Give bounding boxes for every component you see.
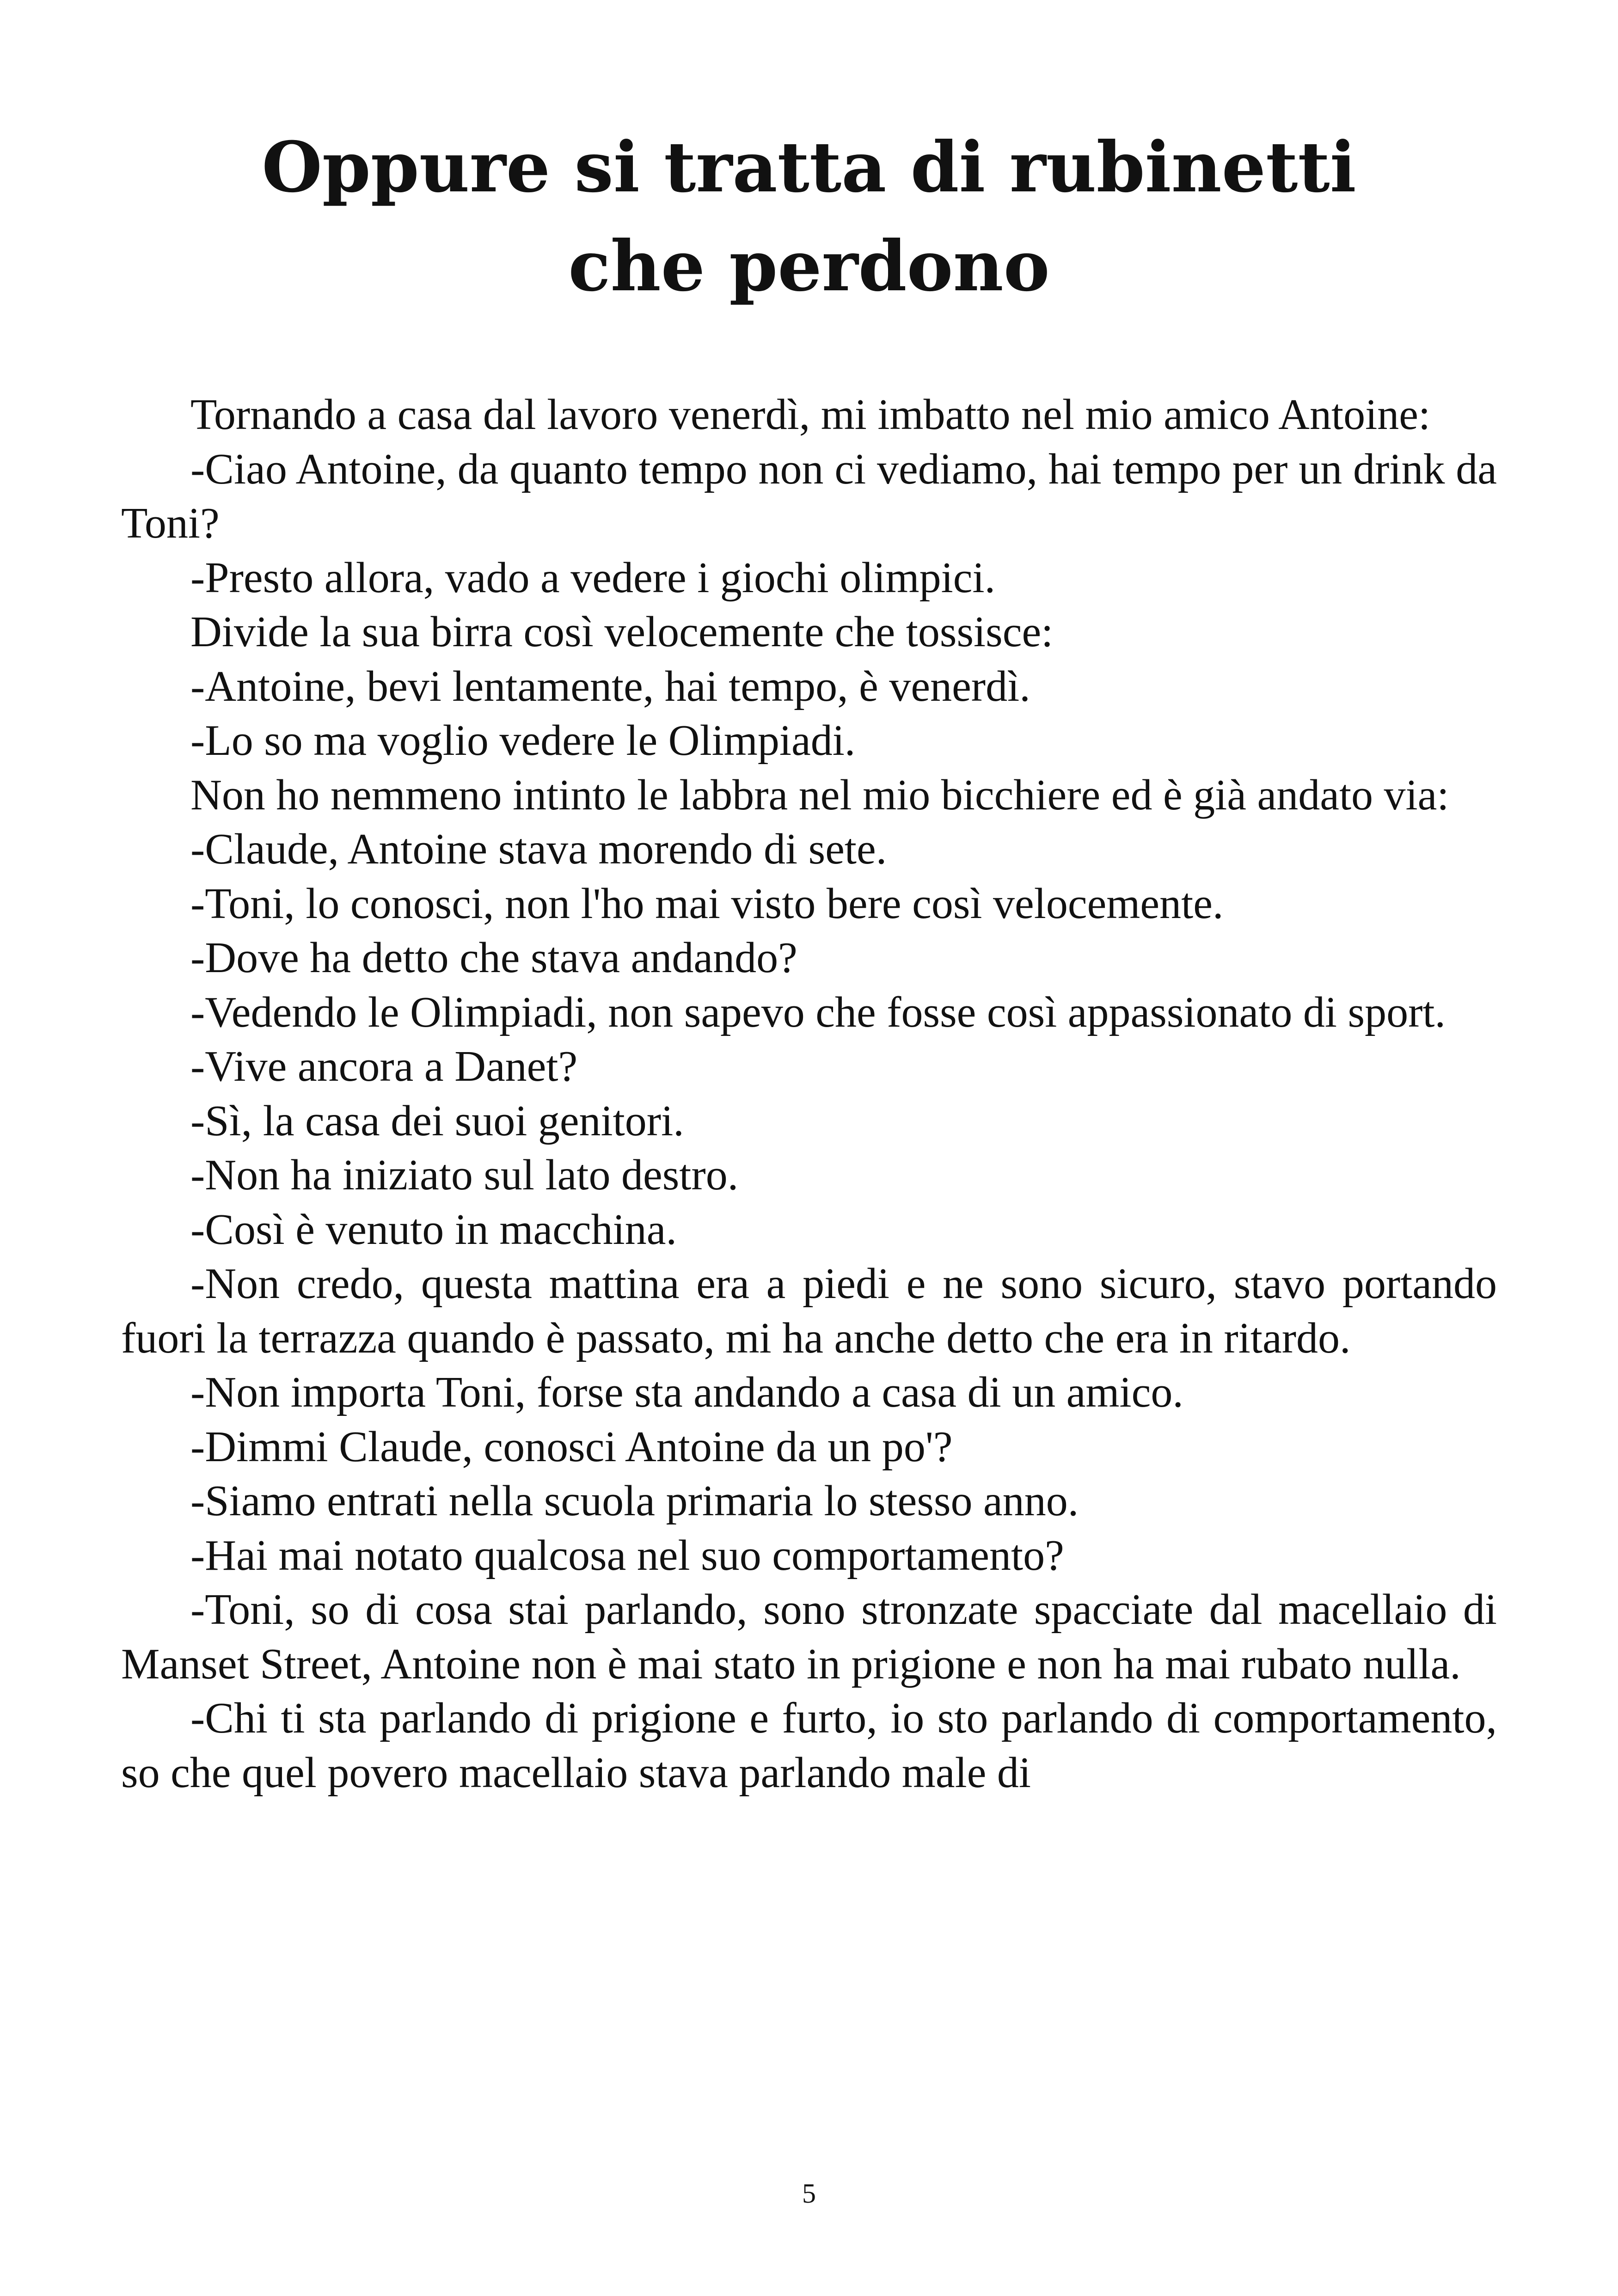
paragraph: Divide la sua birra così velocemente che tossisce: bbox=[190, 608, 1054, 656]
paragraph: Non ho nemmeno intinto le labbra nel mio bicchiere ed è già andato via: bbox=[190, 771, 1449, 819]
paragraph: -Siamo entrati nella scuola primaria lo stesso anno. bbox=[190, 1477, 1079, 1525]
paragraph: -Sì, la casa dei suoi genitori. bbox=[190, 1096, 684, 1145]
paragraph: -Claude, Antoine stava morendo di sete. bbox=[190, 825, 887, 873]
paragraph: -Dove ha detto che stava andando? bbox=[190, 934, 797, 982]
paragraph: -Vedendo le Olimpiadi, non sapevo che fosse così appassionato di sport. bbox=[190, 988, 1446, 1036]
paragraph: -Dimmi Claude, conosci Antoine da un po'? bbox=[190, 1422, 953, 1471]
paragraph: -Ciao Antoine, da quanto tempo non ci vediamo, hai tempo per un drink da Toni? bbox=[121, 445, 1497, 547]
chapter-title: Oppure si tratta di rubinetti che perdono bbox=[262, 127, 1356, 307]
paragraph: -Vive ancora a Danet? bbox=[190, 1042, 578, 1090]
paragraph: -Toni, lo conosci, non l'ho mai visto bere così velocemente. bbox=[190, 879, 1224, 928]
paragraph: -Lo so ma voglio vedere le Olimpiadi. bbox=[190, 716, 856, 765]
paragraph: -Presto allora, vado a vedere i giochi olimpici. bbox=[190, 553, 996, 602]
paragraph: -Antoine, bevi lentamente, hai tempo, è venerdì. bbox=[190, 662, 1030, 710]
page-number: 5 bbox=[802, 2178, 816, 2209]
paragraph: -Non credo, questa mattina era a piedi e ne sono sicuro, stavo portando fuori la terrazza quando è passato, mi ha anche detto che era in ritardo. bbox=[121, 1260, 1497, 1362]
paragraph: -Non importa Toni, forse sta andando a casa di un amico. bbox=[190, 1368, 1183, 1416]
paragraph: -Non ha iniziato sul lato destro. bbox=[190, 1151, 739, 1199]
paragraph: -Toni, so di cosa stai parlando, sono stronzate spacciate dal macellaio di Manset Street, Antoine non è mai stato in prigione e non ha mai rubato nulla. bbox=[121, 1586, 1497, 1688]
paragraph: -Chi ti sta parlando di prigione e furto, io sto parlando di comportamento, so che quel povero macellaio stava parlando male di bbox=[121, 1694, 1497, 1797]
paragraph: -Così è venuto in macchina. bbox=[190, 1205, 677, 1254]
paragraph: Tornando a casa dal lavoro venerdì, mi imbatto nel mio amico Antoine: bbox=[190, 391, 1431, 439]
paragraph: -Hai mai notato qualcosa nel suo comportamento? bbox=[190, 1531, 1064, 1580]
body-text bbox=[121, 388, 1497, 1800]
